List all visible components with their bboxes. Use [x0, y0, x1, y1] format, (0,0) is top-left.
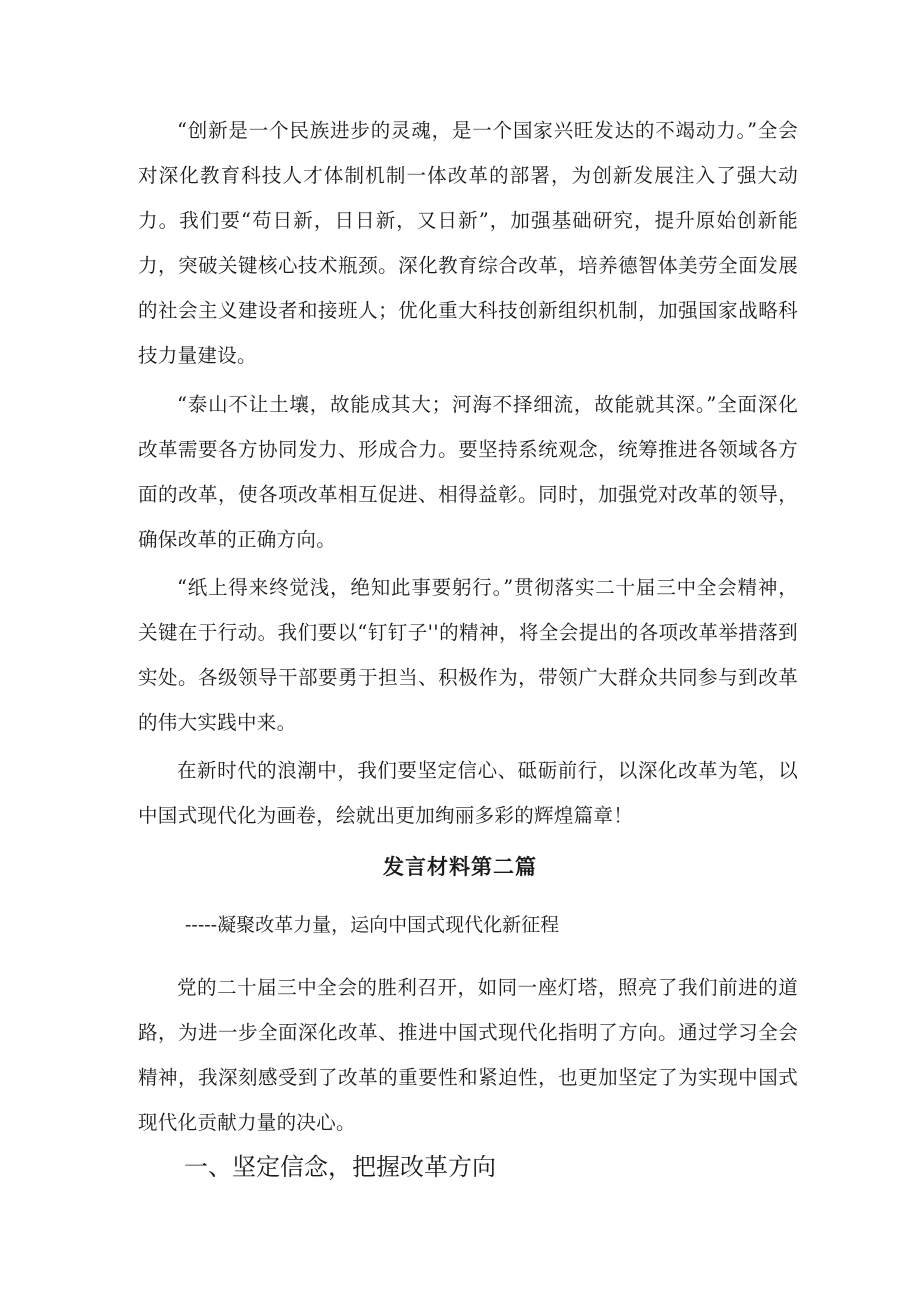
- paragraph-action: “纸上得来终觉浅，绝知此事要躬行。”贯彻落实二十届三中全会精神，关键在于行动。我们要以“钉钉子''的精神，将全会提出的各项改革举措落到实处。各级领导干部要勇于担当、积极作为，带领广大群众共同参与到改革的伟大实践中来。: [138, 576, 798, 734]
- paragraph-collaboration: “泰山不让土壤，故能成其大；河海不择细流，故能就其深。”全面深化改革需要各方协同发力、形成合力。要坚持系统观念，统筹推进各领域各方面的改革，使各项改革相互促进、相得益彰。同时，加强党对改革的领导，确保改革的正确方向。: [138, 393, 798, 551]
- section-title: 发言材料第二篇: [383, 854, 537, 879]
- paragraph-intro: 党的二十届三中全会的胜利召开，如同一座灯塔，照亮了我们前进的道路，为进一步全面深化改革、推进中国式现代化指明了方向。通过学习全会精神，我深刻感受到了改革的重要性和紧迫性，也更加坚定了为实现中国式现代化贡献力量的决心。: [138, 976, 798, 1134]
- paragraph-conclusion: 在新时代的浪潮中，我们要坚定信心、砥砺前行，以深化改革为笔，以中国式现代化为画卷，绘就出更加绚丽多彩的辉煌篇章！: [138, 759, 798, 827]
- section-subtitle: -----凝聚改革力量，运向中国式现代化新征程: [185, 914, 560, 936]
- paragraph-innovation: “创新是一个民族进步的灵魂，是一个国家兴旺发达的不竭动力。”全会对深化教育科技人才体制机制一体改革的部署，为创新发展注入了强大动力。我们要“苟日新，日日新，又日新”，加强基础研究，提升原始创新能力，突破关键核心技术瓶颈。深化教育综合改革，培养德智体美劳全面发展的社会主义建设者和接班人；优化重大科技创新组织机制，加强国家战略科技力量建设。: [138, 119, 798, 367]
- section-heading: 一、坚定信念，把握改革方向: [184, 1153, 496, 1181]
